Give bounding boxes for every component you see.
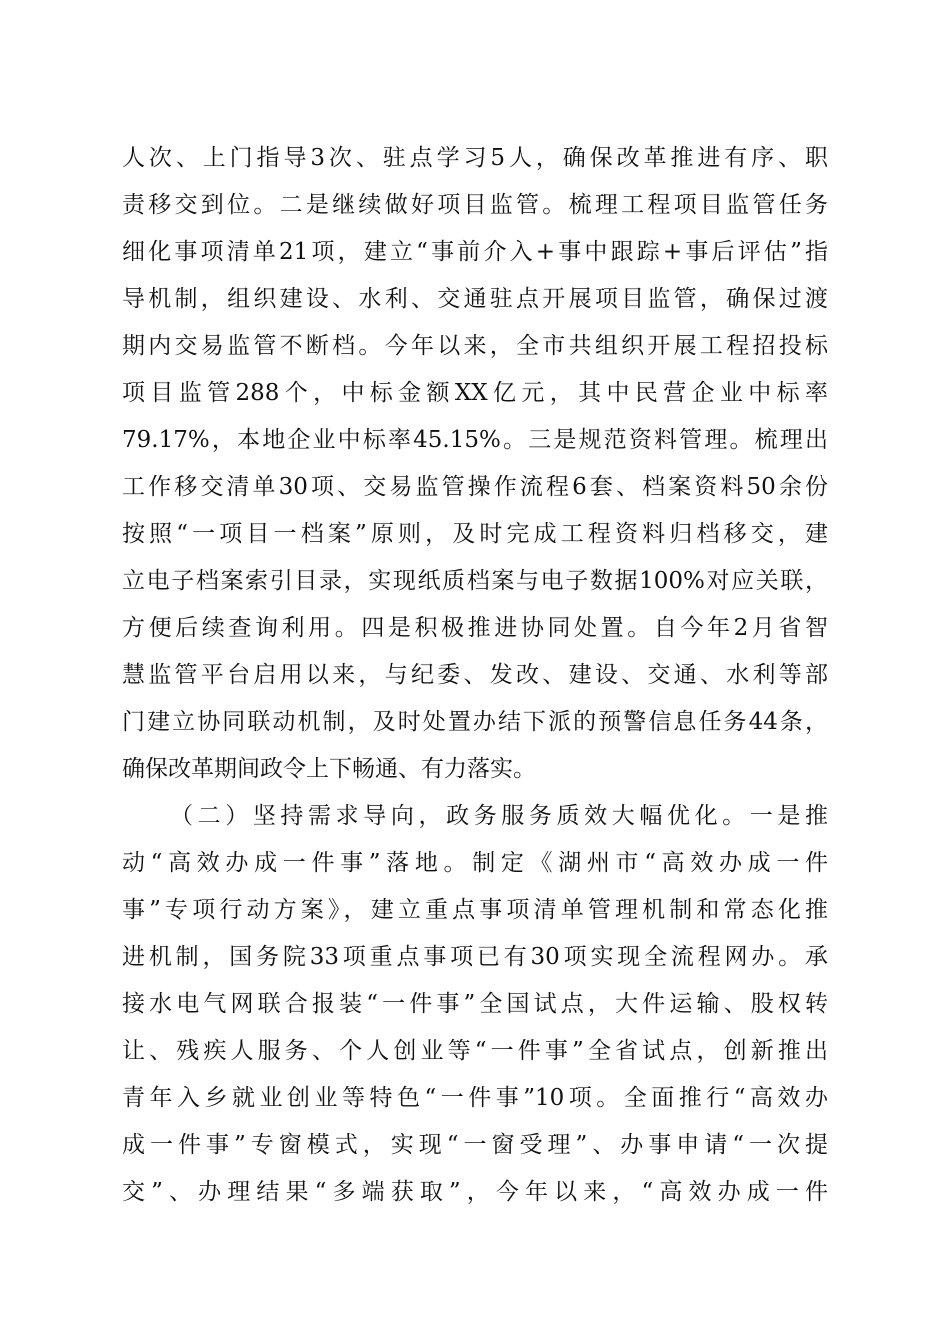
paragraph-line: 期内交易监管不断档。今年以来，全市共组织开展工程招投标 — [122, 333, 828, 359]
paragraph-line: 交”、办理结果“多端获取”，今年以来，“高效办成一件 — [122, 1179, 828, 1205]
paragraph-line: 细化事项清单21项，建立“事前介入+事中跟踪+事后评估”指 — [122, 239, 828, 265]
paragraph-line: 动“高效办成一件事”落地。制定《湖州市“高效办成一件 — [122, 850, 828, 876]
paragraph-line: 青年入乡就业创业等特色“一件事”10项。全面推行“高效办 — [122, 1085, 828, 1111]
paragraph-line: 方便后续查询利用。四是积极推进协同处置。自今年2月省智 — [122, 615, 828, 641]
paragraph-line: 事”专项行动方案》，建立重点事项清单管理机制和常态化推 — [122, 897, 828, 923]
paragraph-line: 人次、上门指导3次、驻点学习5人，确保改革推进有序、职 — [122, 145, 828, 171]
paragraph-line: 让、残疾人服务、个人创业等“一件事”全省试点，创新推出 — [122, 1038, 828, 1064]
paragraph-line: 进机制，国务院33项重点事项已有30项实现全流程网办。承 — [122, 944, 828, 970]
paragraph-line: 导机制，组织建设、水利、交通驻点开展项目监管，确保过渡 — [122, 286, 828, 312]
paragraph-line: 确保改革期间政令上下畅通、有力落实。 — [122, 756, 536, 782]
paragraph-line: 接水电气网联合报装“一件事”全国试点，大件运输、股权转 — [122, 991, 828, 1017]
paragraph-line: 成一件事”专窗模式，实现“一窗受理”、办事申请“一次提 — [122, 1132, 828, 1158]
paragraph-line: 79.17%，本地企业中标率45.15%。三是规范资料管理。梳理出 — [122, 427, 828, 453]
paragraph-line: 门建立协同联动机制，及时处置办结下派的预警信息任务44条， — [122, 709, 828, 735]
paragraph-line: 慧监管平台启用以来，与纪委、发改、建设、交通、水利等部 — [122, 662, 828, 688]
section-heading-line: （二）坚持需求导向，政务服务质效大幅优化。一是推 — [170, 803, 828, 829]
paragraph-line: 按照“一项目一档案”原则，及时完成工程资料归档移交，建 — [122, 521, 828, 547]
paragraph-line: 工作移交清单30项、交易监管操作流程6套、档案资料50余份 — [122, 474, 828, 500]
paragraph-line: 责移交到位。二是继续做好项目监管。梳理工程项目监管任务 — [122, 192, 828, 218]
paragraph-line: 立电子档案索引目录，实现纸质档案与电子数据100%对应关联， — [122, 568, 828, 594]
paragraph-line: 项目监管288个，中标金额XX亿元，其中民营企业中标率 — [122, 380, 828, 406]
